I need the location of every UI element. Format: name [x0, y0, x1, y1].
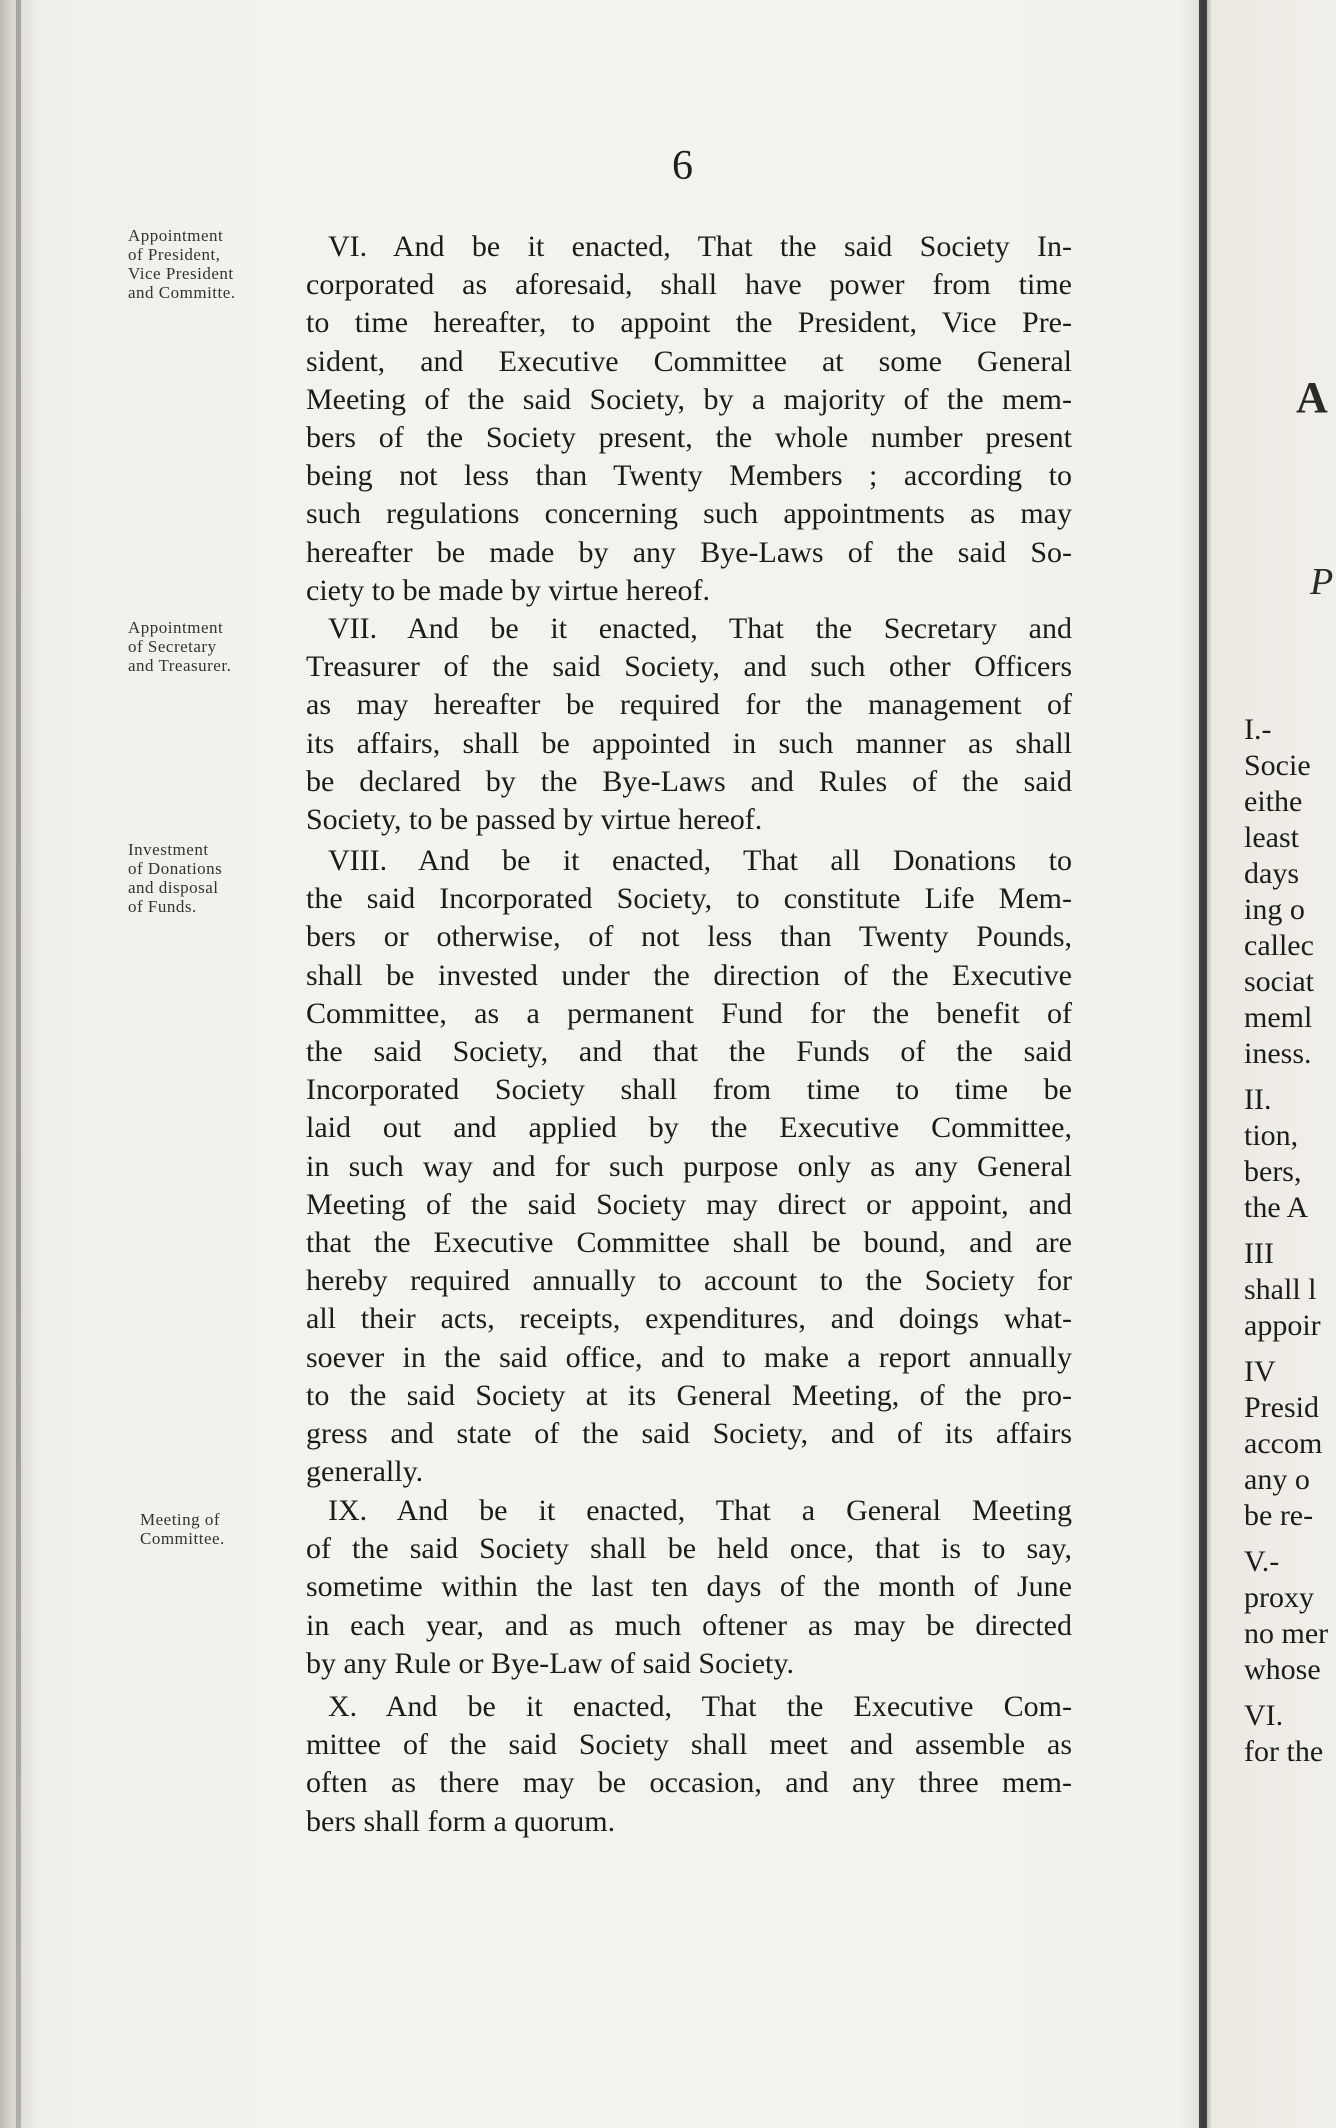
margin-note-line: Appointment [128, 618, 224, 637]
section-vii-paragraph [306, 610, 1072, 839]
facing-text-line: least [1244, 821, 1299, 854]
facing-text-line: Socie [1244, 749, 1311, 782]
page-number: 6 [672, 143, 693, 189]
facing-text-line: III [1244, 1237, 1274, 1270]
margin-note-line: and Treasurer. [128, 656, 232, 675]
text-line: laid out and applied by the Executive Committee, [306, 1111, 1072, 1145]
margin-note-line: Vice President [128, 264, 234, 283]
text-line: by any Rule or Bye-Law of said Society. [306, 1646, 794, 1680]
text-line: X. And be it enacted, That the Executive Com- [328, 1690, 1072, 1723]
text-line: sometime within the last ten days of the month of June [306, 1570, 1072, 1604]
text-line: hereafter be made by any Bye-Laws of the said So- [306, 535, 1072, 569]
facing-text-line: the A [1244, 1191, 1309, 1224]
section-ix-paragraph [306, 1492, 1072, 1683]
text-line: Meeting of the said Society, by a majority of the mem- [306, 382, 1072, 416]
text-line: such regulations concerning such appointments as may [306, 497, 1072, 531]
facing-text-line: days [1244, 857, 1299, 890]
text-line: hereby required annually to account to the Society for [306, 1264, 1072, 1298]
facing-text-line: ing o [1244, 893, 1305, 926]
facing-text-line: eithe [1244, 785, 1303, 818]
text-line: mittee of the said Society shall meet and assemble as [306, 1728, 1072, 1762]
text-line: of the said Society shall be held once, that is to say, [306, 1532, 1072, 1566]
text-line: IX. And be it enacted, That a General Meeting [328, 1494, 1072, 1527]
margin-note-line: of Secretary [128, 637, 217, 656]
text-line: VIII. And be it enacted, That all Donations to [328, 844, 1072, 877]
section-viii-paragraph [306, 842, 1072, 1491]
text-line: the said Society, and that the Funds of the said [306, 1035, 1072, 1069]
text-line: bers shall form a quorum. [306, 1804, 616, 1838]
text-line: Committee, as a permanent Fund for the benefit of [306, 996, 1072, 1030]
text-line: in such way and for such purpose only as any General [306, 1149, 1072, 1183]
text-line: to the said Society at its General Meeting, of the pro- [306, 1378, 1072, 1412]
facing-text-line: any o [1244, 1463, 1310, 1496]
text-line: VI. And be it enacted, That the said Society In- [328, 230, 1072, 263]
text-line: gress and state of the said Society, and of its affairs [306, 1417, 1072, 1451]
section-x-paragraph [306, 1688, 1072, 1841]
facing-text-line: for the [1244, 1735, 1324, 1768]
margin-note-line: Meeting of [140, 1510, 221, 1529]
facing-text-line: proxy [1244, 1581, 1314, 1614]
margin-note-line: Committee. [140, 1529, 225, 1548]
margin-note-appointment-president [128, 226, 298, 302]
facing-page-text-fragment [1244, 712, 1336, 1770]
facing-text-line: iness. [1244, 1037, 1312, 1070]
facing-text-line: sociat [1244, 965, 1314, 998]
margin-note-line: of Funds. [128, 897, 197, 916]
text-line: Incorporated Society shall from time to time be [306, 1073, 1072, 1107]
section-vi-paragraph [306, 228, 1072, 610]
facing-text-line: II. [1244, 1083, 1272, 1116]
facing-page-heading-fragment: A [1296, 373, 1328, 422]
text-line: Meeting of the said Society may direct or appoint, and [306, 1187, 1072, 1221]
text-line: all their acts, receipts, expenditures, and doings what- [306, 1302, 1072, 1336]
margin-note-investment-donations [128, 840, 298, 916]
text-line: sident, and Executive Committee at some General [306, 344, 1072, 378]
facing-page-subheading-fragment: P [1310, 561, 1334, 603]
text-line: ciety to be made by virtue hereof. [306, 573, 711, 607]
text-line: VII. And be it enacted, That the Secretary and [328, 612, 1072, 645]
facing-text-line: bers, [1244, 1155, 1302, 1188]
text-line: being not less than Twenty Members ; according to [306, 459, 1072, 493]
facing-text-line: meml [1244, 1001, 1313, 1034]
text-line: generally. [306, 1455, 424, 1489]
text-line: soever in the said office, and to make a report annually [306, 1340, 1072, 1374]
margin-note-appointment-secretary [128, 618, 298, 675]
facing-text-line: be re- [1244, 1499, 1314, 1532]
margin-note-line: of President, [128, 245, 221, 264]
book-gutter [1199, 0, 1207, 2128]
facing-text-line: appoir [1244, 1309, 1321, 1342]
text-line: as may hereafter be required for the management of [306, 688, 1072, 722]
facing-text-line: VI. [1244, 1699, 1284, 1732]
text-line: Treasurer of the said Society, and such other Officers [306, 650, 1072, 684]
margin-note-line: of Donations [128, 859, 223, 878]
facing-text-line: I.- [1244, 713, 1272, 746]
text-line: Society, to be passed by virtue hereof. [306, 803, 763, 837]
facing-text-line: tion, [1244, 1119, 1299, 1152]
text-line: often as there may be occasion, and any three mem- [306, 1766, 1072, 1800]
text-line: that the Executive Committee shall be bound, and are [306, 1226, 1072, 1260]
facing-text-line: accom [1244, 1427, 1323, 1460]
facing-text-line: callec [1244, 929, 1314, 962]
margin-note-line: Investment [128, 840, 209, 859]
margin-note-line: and disposal [128, 878, 219, 897]
margin-note-line: Appointment [128, 226, 224, 245]
facing-text-line: shall l [1244, 1273, 1317, 1306]
text-line: to time hereafter, to appoint the President, Vice Pre- [306, 306, 1072, 340]
text-line: shall be invested under the direction of the Executive [306, 958, 1072, 992]
facing-text-line: Presid [1244, 1391, 1319, 1424]
facing-text-line: whose [1244, 1653, 1321, 1686]
page-left-edge [16, 0, 21, 2128]
margin-note-meeting-committee [140, 1510, 310, 1548]
text-line: the said Incorporated Society, to constitute Life Mem- [306, 882, 1072, 916]
facing-text-line: IV [1244, 1355, 1276, 1388]
facing-text-line: V.- [1244, 1545, 1280, 1578]
text-line: bers or otherwise, of not less than Twenty Pounds, [306, 920, 1072, 954]
facing-text-line: no mer [1244, 1617, 1329, 1650]
margin-note-line: and Committe. [128, 283, 236, 302]
text-line: be declared by the Bye-Laws and Rules of the said [306, 764, 1072, 798]
text-line: corporated as aforesaid, shall have power from time [306, 268, 1072, 302]
text-line: bers of the Society present, the whole number present [306, 421, 1072, 455]
text-line: in each year, and as much oftener as may be directed [306, 1608, 1072, 1642]
text-line: its affairs, shall be appointed in such manner as shall [306, 726, 1072, 760]
